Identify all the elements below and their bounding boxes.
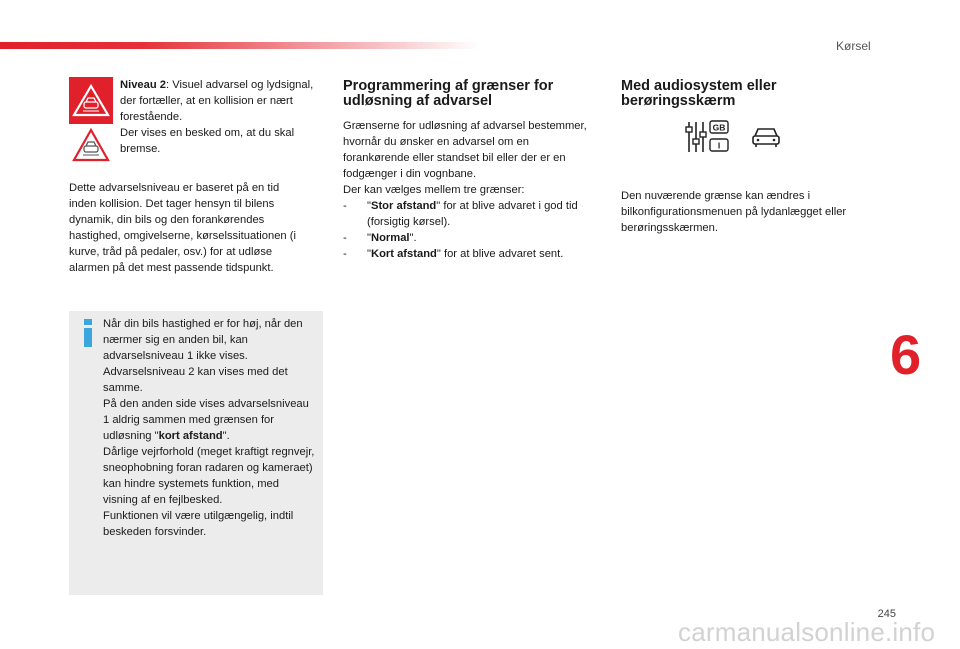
chapter-number: 6 — [890, 323, 922, 386]
section-title: Kørsel — [836, 39, 871, 53]
header-accent-bar — [0, 42, 480, 49]
option-name: Kort afstand — [370, 248, 437, 260]
option-description: ". — [409, 232, 417, 244]
collision-alert-red-icon — [69, 77, 113, 124]
info-paragraph-speed: Når din bils hastighed er for høj, når den nærmer sig en anden bil, kan advarselsniveau 1 ikke vises. — [103, 318, 303, 362]
programming-title-line2: udløsning af advarsel — [343, 93, 493, 109]
warning-brake-message: Der vises en besked om, at du skal bremse. — [120, 127, 295, 155]
programming-intro: Grænserne for udløsning af advarsel bestemmer, hvornår du ønsker en advarsel om en forankørende eller standset bil eller der er en fodgænger i din vognbane. — [343, 120, 587, 180]
programming-body — [343, 118, 598, 262]
info-paragraph-level1 — [103, 396, 315, 444]
info-paragraph-unavailable: Funktionen vil være utilgængelig, indtil beskeden forsvinder. — [103, 510, 294, 538]
threshold-option-short — [343, 246, 598, 262]
info-text-bold: kort afstand — [158, 430, 223, 442]
audio-icons — [621, 119, 881, 163]
settings-sliders-icon — [685, 119, 731, 155]
threshold-options-list — [343, 198, 598, 262]
audio-section — [621, 79, 881, 236]
quote: " — [367, 232, 371, 244]
quote: " — [367, 248, 371, 260]
warning-icons — [69, 77, 111, 167]
option-name: Stor afstand — [370, 200, 437, 212]
quote: " — [367, 200, 371, 212]
programming-title — [343, 79, 598, 109]
programming-section — [343, 79, 598, 262]
language-badge-bottom: I — [717, 140, 721, 151]
info-icon — [81, 317, 95, 349]
warning-level-label: Niveau 2 — [120, 79, 167, 91]
option-description: " for at blive advaret i god tid (forsigtig kørsel). — [367, 200, 578, 228]
warning-timing-paragraph: Dette advarselsniveau er baseret på en tid inden kollision. Det tager hensyn til bilens dynamik, din bils og den forankørendes hastighed, omgivelserne, kørselssituationen (i kurve, tråd på pedaler, osv.) for at udløse alarmen på det mest passende tidspunkt. — [69, 182, 296, 274]
threshold-option-large — [343, 198, 598, 230]
language-badge-top: GB — [712, 122, 726, 133]
audio-title-line1: Med audiosystem eller — [621, 78, 777, 94]
threshold-option-normal — [343, 230, 598, 246]
info-box-text — [103, 316, 315, 540]
collision-alert-outline-icon — [69, 125, 113, 167]
option-description: " for at blive advaret sent. — [436, 248, 564, 260]
watermark-text: carmanualsonline.info — [678, 617, 936, 647]
info-paragraph-level2: Advarselsniveau 2 kan vises med det samme. — [103, 366, 288, 394]
option-name: Normal — [370, 232, 410, 244]
audio-body: Den nuværende grænse kan ændres i bilkonfigurationsmenuen på lydanlægget eller berøringsskærmen. — [621, 190, 847, 234]
info-text-part: På den anden side vises advarselsniveau 1 aldrig sammen med grænsen for udløsning " — [103, 398, 309, 442]
warning-level-description: : Visuel advarsel og lydsignal, der fortæller, at en kollision er nært forestående. — [120, 79, 314, 123]
car-icon — [751, 123, 781, 149]
audio-title-line2: berøringsskærm — [621, 93, 736, 109]
list-dash: - — [343, 200, 347, 212]
list-dash: - — [343, 232, 347, 244]
info-box — [69, 311, 323, 595]
programming-choose: Der kan vælges mellem tre grænser: — [343, 184, 525, 196]
info-text-part: ". — [222, 430, 230, 442]
programming-title-line1: Programmering af grænser for — [343, 78, 554, 94]
warning-level-text — [120, 77, 328, 157]
audio-title — [621, 79, 881, 109]
list-dash: - — [343, 248, 347, 260]
page-number: 245 — [877, 608, 896, 620]
info-paragraph-weather: Dårlige vejrforhold (meget kraftigt regnvejr, sneophobning foran radaren og kameraet) kan hindre systemets funktion, med visning af en fejlbesked. — [103, 446, 315, 506]
